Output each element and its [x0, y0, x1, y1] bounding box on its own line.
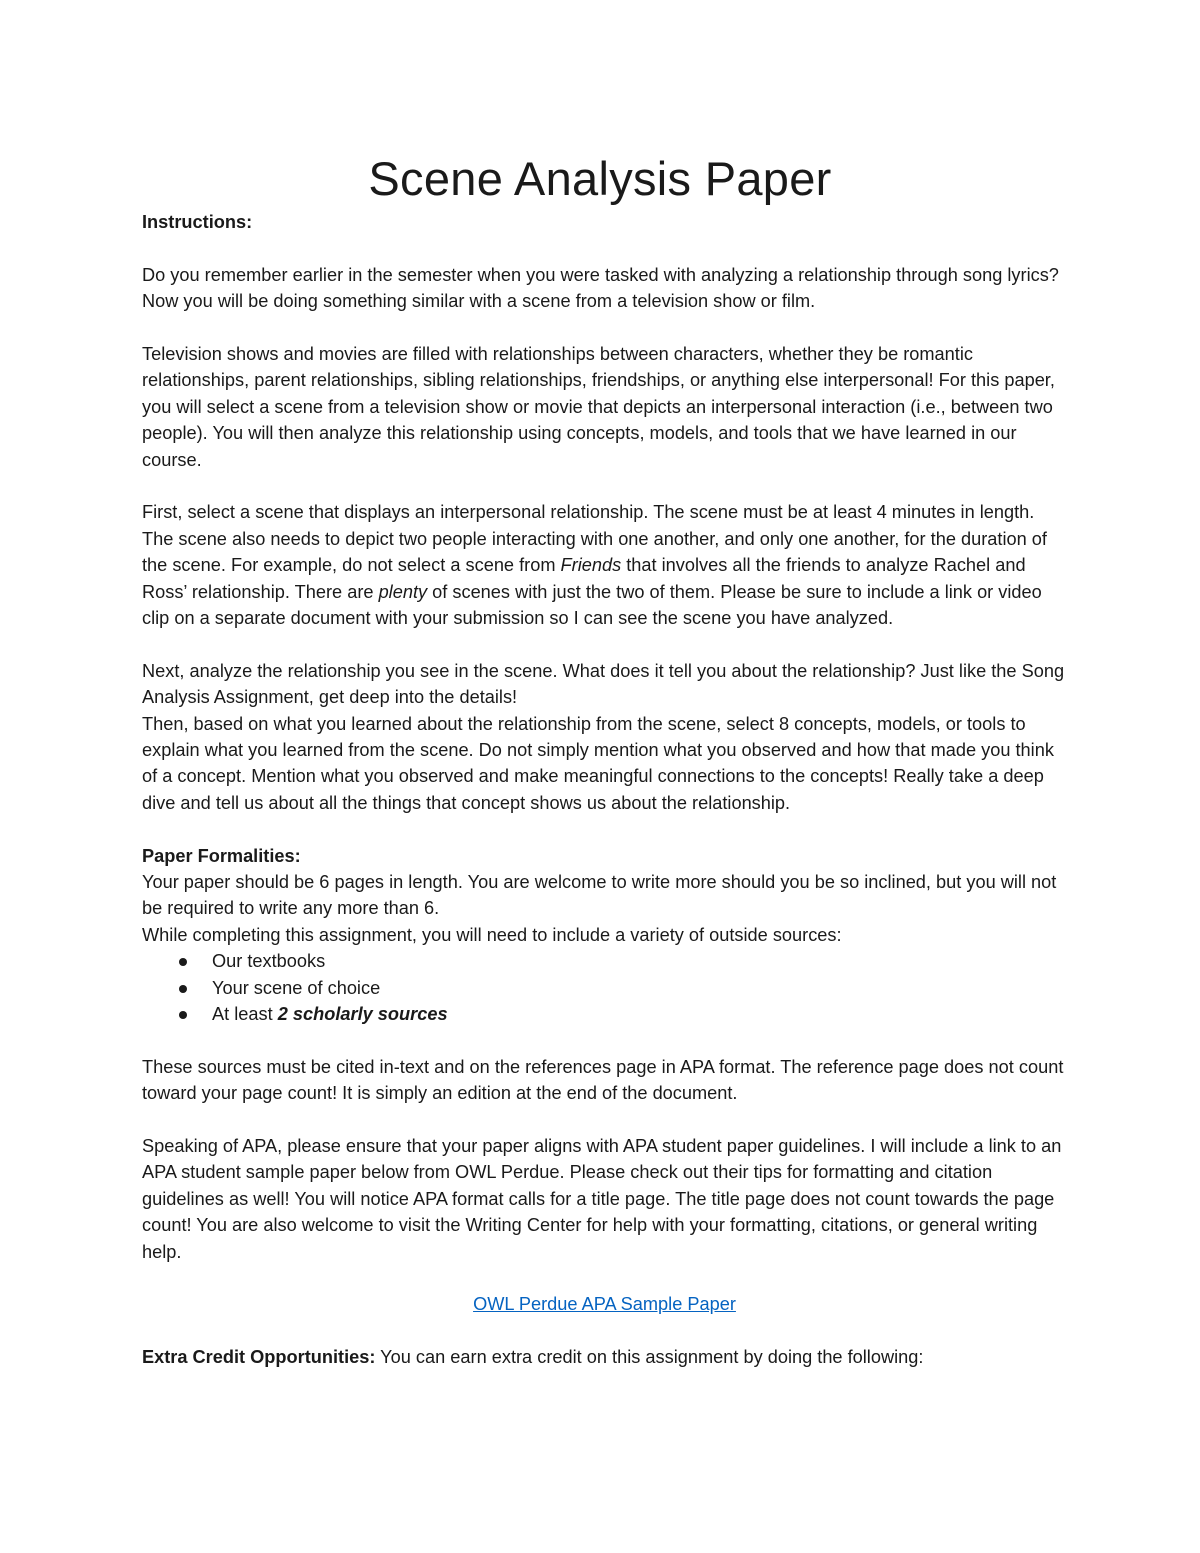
paragraph-length: Your paper should be 6 pages in length. You are welcome to write more should you be so inclined, but you will not be required to write any more than 6. [142, 872, 1057, 919]
paragraph-citations: These sources must be cited in-text and on the references page in APA format. The reference page does not count toward your page count! It is simply an edition at the end of the document. [142, 1056, 1064, 1104]
owl-purdue-link[interactable]: OWL Perdue APA Sample Paper [473, 1294, 736, 1315]
list-item [142, 1001, 1067, 1027]
bullet-icon [179, 985, 187, 993]
select-scene-text-a: First, select a scene that displays an interpersonal relationship. The scene must be at least 4 minutes in length. The scene also needs to depict two people interacting with one another, and only one another, for the duration of the scene. For example, do not select a scene from [142, 502, 1047, 576]
scholarly-sources-emphasis: 2 scholarly sources [277, 1004, 448, 1025]
link-line [142, 1291, 1067, 1317]
paragraph-analyze: Next, analyze the relationship you see in the scene. What does it tell you about the relationship? Just like the Song Analysis Assignment, get deep into the details! [142, 660, 1065, 708]
bullet-icon [179, 958, 187, 966]
paragraph-extra-credit [142, 1344, 1067, 1370]
select-scene-text-b: that involves all the friends to analyze Rachel and Ross’ relationship. There are [142, 555, 1026, 602]
document-title: Scene Analysis Paper [368, 152, 832, 205]
plenty-emphasis: plenty [378, 581, 428, 602]
friends-show-title: Friends [560, 555, 622, 576]
sources-list [142, 948, 1067, 1027]
paragraph-select-scene [142, 499, 1067, 631]
extra-credit-text: You can earn extra credit on this assignment by doing the following: [375, 1347, 924, 1368]
paragraph-sources-intro: While completing this assignment, you will need to include a variety of outside sources: [142, 924, 842, 945]
select-scene-text-c: of scenes with just the two of them. Please be sure to include a link or video clip on a separate document with your submission so I can see the scene you have analyzed. [142, 581, 1042, 629]
paragraph-tv-shows: Television shows and movies are filled with relationships between characters, whether they be romantic relationships, parent relationships, sibling relationships, friendships, or anything else interpersonal! For this paper, you will select a scene from a television show or movie that depicts an interpersonal interaction (i.e., between two people). You will then analyze this relationship using concepts, models, and tools that we have learned in our course. [142, 344, 1055, 470]
paragraph-apa: Speaking of APA, please ensure that your paper aligns with APA student paper guidelines. I will include a link to an APA student sample paper below from OWL Perdue. Please check out their tips for formatting and citation guidelines as well! You will notice APA format calls for a title page. The title page does not count towards the page count! You are also welcome to visit the Writing Center for help with your formatting, citations, or general writing help. [142, 1136, 1062, 1262]
paragraph-concepts: Then, based on what you learned about the relationship from the scene, select 8 concepts, models, or tools to explain what you learned from the scene. Do not simply mention what you observed and how that made you think of a concept. Mention what you observed and make meaningful connections to the concepts! Really take a deep dive and tell us about all the things that concept shows us about the relationship. [142, 713, 1054, 813]
list-item-text: Our textbooks [212, 951, 326, 972]
list-item [142, 948, 1067, 974]
list-item [142, 975, 1067, 1001]
document-body [142, 209, 1067, 1371]
extra-credit-heading: Extra Credit Opportunities: [142, 1347, 376, 1368]
formalities-heading: Paper Formalities: [142, 845, 301, 866]
bullet-icon [179, 1011, 187, 1019]
list-item-text: At least [212, 1004, 278, 1025]
paragraph-intro: Do you remember earlier in the semester when you were tasked with analyzing a relationship through song lyrics? Now you will be doing something similar with a scene from a television show or film. [142, 264, 1059, 312]
list-item-text: Your scene of choice [212, 977, 381, 998]
instructions-heading: Instructions: [142, 212, 253, 232]
